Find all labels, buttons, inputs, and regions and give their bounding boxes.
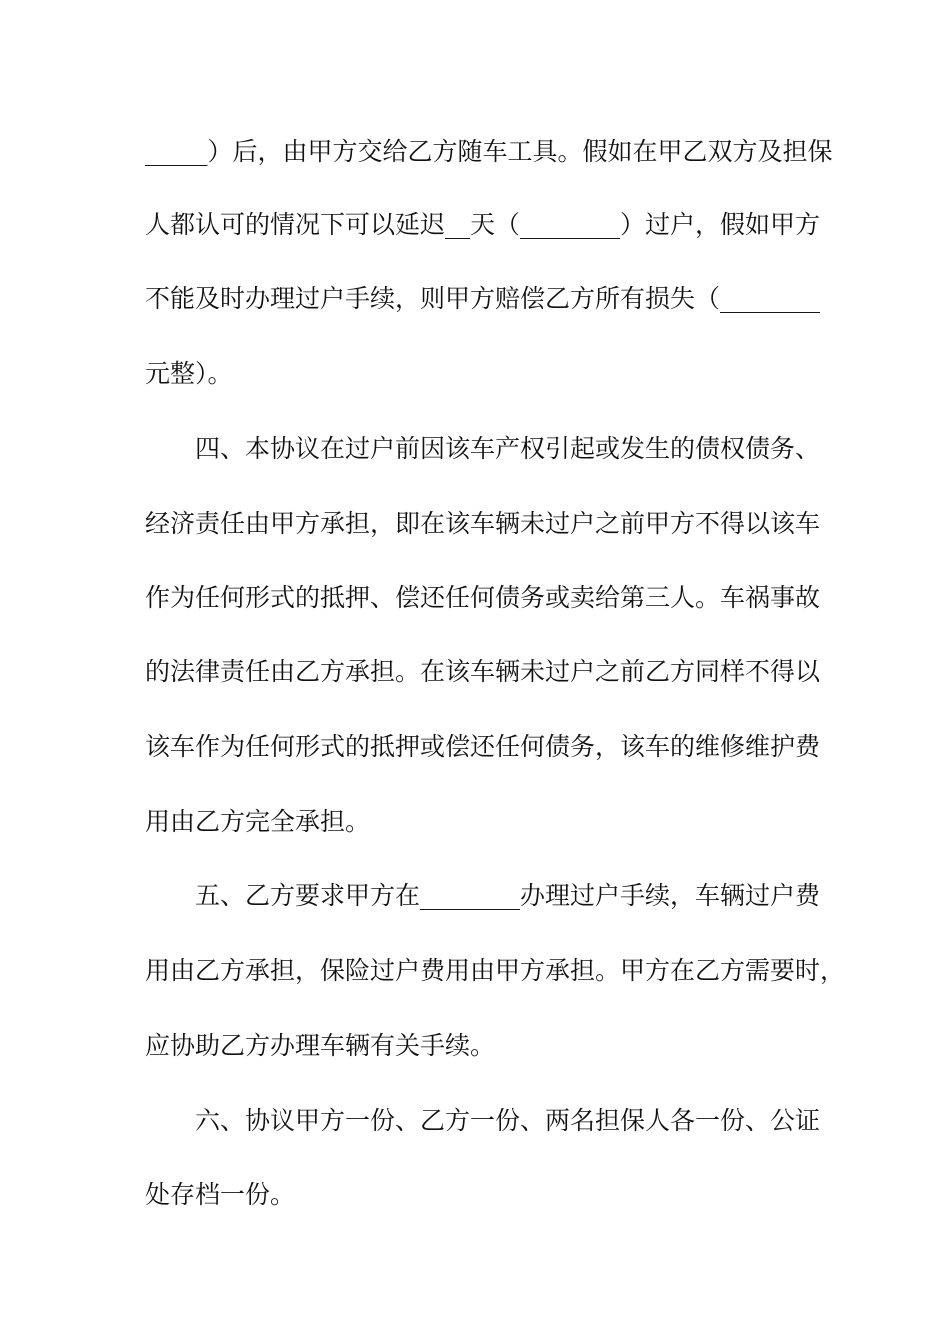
text-line: 经济责任由甲方承担，即在该车辆未过户之前甲方不得以该车 xyxy=(145,509,821,538)
text-line: 应协助乙方办理车辆有关手续。 xyxy=(145,1031,496,1060)
text-line: 四、本协议在过户前因该车产权引起或发生的债权债务、 xyxy=(145,434,821,463)
text-line: 不能及时办理过户手续，则甲方赔偿乙方所有损失（________ xyxy=(145,284,821,313)
text-line: 人都认可的情况下可以延迟__天（________）过户，假如甲方 xyxy=(145,210,821,239)
text-line: _____）后，由甲方交给乙方随车工具。假如在甲乙双方及担保 xyxy=(145,137,833,166)
text-line: 的法律责任由乙方承担。在该车辆未过户之前乙方同样不得以 xyxy=(145,657,821,686)
text-line: 六、协议甲方一份、乙方一份、两名担保人各一份、公证 xyxy=(145,1106,821,1135)
text-line: 用由乙方完全承担。 xyxy=(145,807,371,836)
text-line: 用由乙方承担，保险过户费用由甲方承担。甲方在乙方需要时， xyxy=(145,956,846,985)
text-line: 五、乙方要求甲方在________办理过户手续，车辆过户费 xyxy=(145,881,821,910)
text-line: 元整）。 xyxy=(145,359,233,388)
text-line: 该车作为任何形式的抵押或偿还任何债务，该车的维修维护费 xyxy=(145,732,821,761)
text-line: 作为任何形式的抵押、偿还任何债务或卖给第三人。车祸事故 xyxy=(145,583,821,612)
text-line: 处存档一份。 xyxy=(145,1180,296,1209)
